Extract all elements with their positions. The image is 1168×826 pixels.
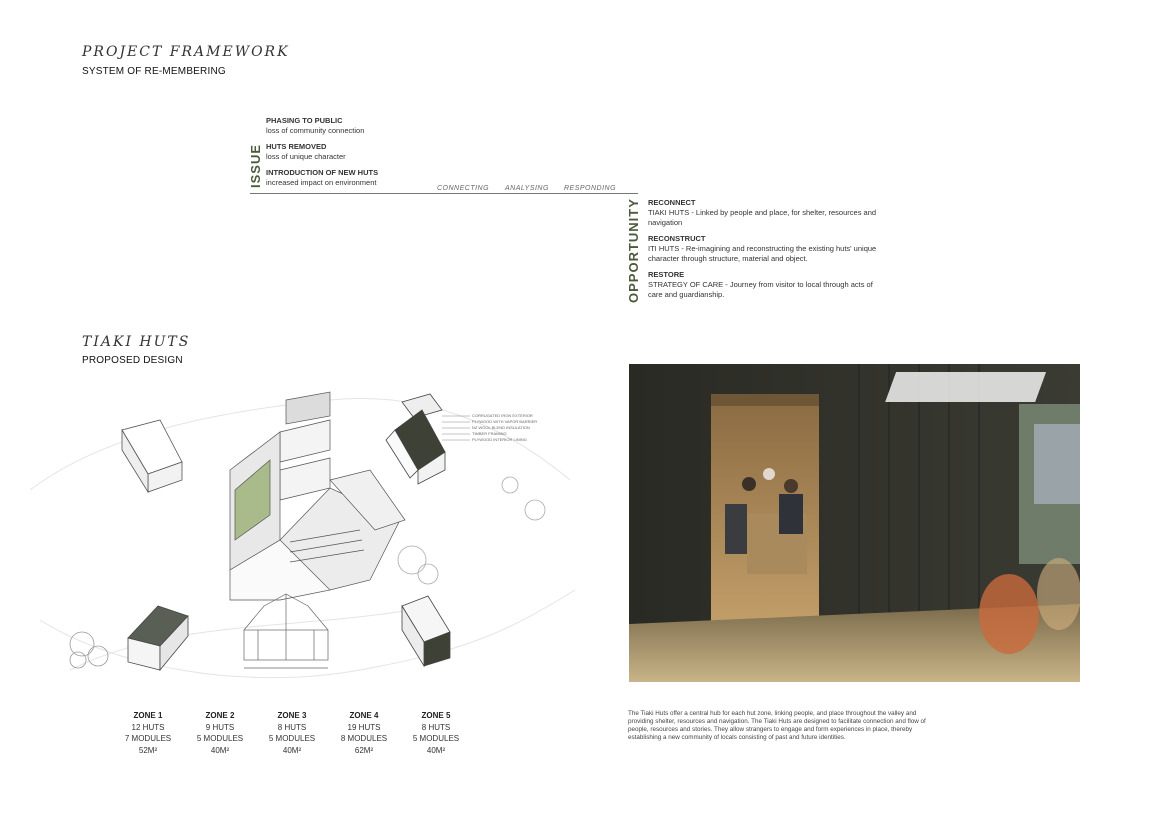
framework-subtitle: SYSTEM OF RE-MEMBERING — [82, 66, 226, 77]
hut-interior-render — [629, 364, 1080, 682]
zone-area: 52M² — [138, 745, 158, 755]
zone-modules: 5 MODULES — [268, 734, 316, 743]
opportunity-text: TIAKI HUTS - Linked by people and place, for shelter, resources and navigation — [648, 208, 877, 227]
issue-label: ISSUE — [248, 143, 263, 188]
zone-area: 62M² — [354, 745, 374, 755]
module-bottom-center — [244, 594, 328, 668]
zone-huts: 12 HUTS — [131, 722, 165, 732]
module-bottom-right — [402, 596, 450, 666]
exploded-axonometric-drawing — [30, 370, 590, 700]
module-top-right — [386, 394, 445, 484]
material-labels — [472, 413, 537, 442]
issue-item — [266, 116, 466, 136]
flow-label-analysing: ANALYSING — [505, 185, 549, 192]
design-caption: The Tiaki Huts offer a central hub for each hut zone, linking people, and place throughout the valley and providing shelter, resources and navigation. The Tiaki Huts are designed to facilitate connection and flow of people, resources and stories. They allow strangers to engage and form experiences in place, thereby establishing a new community of locals consisting of past and future identities. — [628, 710, 926, 741]
zone-name: ZONE 2 — [205, 711, 235, 720]
central-hut — [230, 392, 405, 600]
opportunity-head: RECONNECT — [648, 198, 696, 207]
zone-modules: 5 MODULES — [196, 734, 244, 743]
material-leader-lines — [442, 416, 470, 440]
material-label: PLYWOOD WITH VAPOR BARRIER — [472, 419, 538, 424]
design-title: TIAKI HUTS — [82, 334, 191, 350]
zone-huts: 9 HUTS — [205, 722, 235, 732]
flow-label-connecting: CONNECTING — [437, 185, 490, 192]
opportunity-text: ITI HUTS - Re-imagining and reconstructing the existing huts' unique character through structure, material and object. — [648, 244, 877, 263]
opportunity-head: RECONSTRUCT — [648, 234, 706, 243]
zone-huts: 19 HUTS — [347, 722, 381, 732]
material-label: NZ WOOL BLEND INSULATION — [472, 425, 530, 430]
module-bottom-left — [128, 606, 188, 670]
issue-head: PHASING TO PUBLIC — [266, 116, 343, 125]
zone-huts: 8 HUTS — [421, 722, 451, 732]
opportunity-text: STRATEGY OF CARE - Journey from visitor to local through acts of care and guardianship. — [648, 280, 873, 299]
issue-text: loss of unique character — [266, 152, 346, 161]
zone-modules: 8 MODULES — [340, 734, 388, 743]
framework-divider-line — [250, 193, 638, 194]
issue-text: increased impact on environment — [266, 178, 377, 187]
zone-name: ZONE 1 — [133, 711, 163, 720]
opportunity-item — [648, 270, 878, 300]
zone-huts: 8 HUTS — [277, 722, 307, 732]
opportunity-list — [648, 198, 878, 306]
flow-label-responding: RESPONDING — [564, 185, 617, 192]
opportunity-item — [648, 234, 878, 264]
opportunity-label: OPPORTUNITY — [626, 198, 641, 303]
zone-name: ZONE 5 — [421, 711, 451, 720]
material-label: PLYWOOD INTERIOR LINING — [472, 437, 527, 442]
issue-head: INTRODUCTION OF NEW HUTS — [266, 168, 379, 177]
issue-text: loss of community connection — [266, 126, 365, 135]
opportunity-item — [648, 198, 878, 228]
zone-2 — [184, 710, 256, 756]
zone-area: 40M² — [210, 745, 230, 755]
zone-modules: 7 MODULES — [124, 734, 172, 743]
tree-cluster-right — [398, 477, 545, 584]
zone-1 — [112, 710, 184, 756]
material-label: TIMBER FRAMING — [472, 431, 507, 436]
render-image — [629, 364, 1080, 682]
framework-title: PROJECT FRAMEWORK — [82, 44, 290, 60]
issue-item — [266, 142, 466, 162]
issue-head: HUTS REMOVED — [266, 142, 327, 151]
zone-5 — [400, 710, 472, 756]
issue-list — [266, 116, 466, 194]
opportunity-head: RESTORE — [648, 270, 685, 279]
zone-area: 40M² — [426, 745, 446, 755]
zone-name: ZONE 3 — [277, 711, 307, 720]
zone-4 — [328, 710, 400, 756]
zone-modules: 5 MODULES — [412, 734, 460, 743]
zone-3 — [256, 710, 328, 756]
module-top-left — [122, 420, 182, 492]
issue-item — [266, 168, 466, 188]
zone-area: 40M² — [282, 745, 302, 755]
design-subtitle: PROPOSED DESIGN — [82, 355, 183, 366]
zone-stats — [112, 710, 472, 756]
zone-name: ZONE 4 — [349, 711, 379, 720]
material-label: CORRUGATED IRON EXTERIOR — [472, 413, 533, 418]
